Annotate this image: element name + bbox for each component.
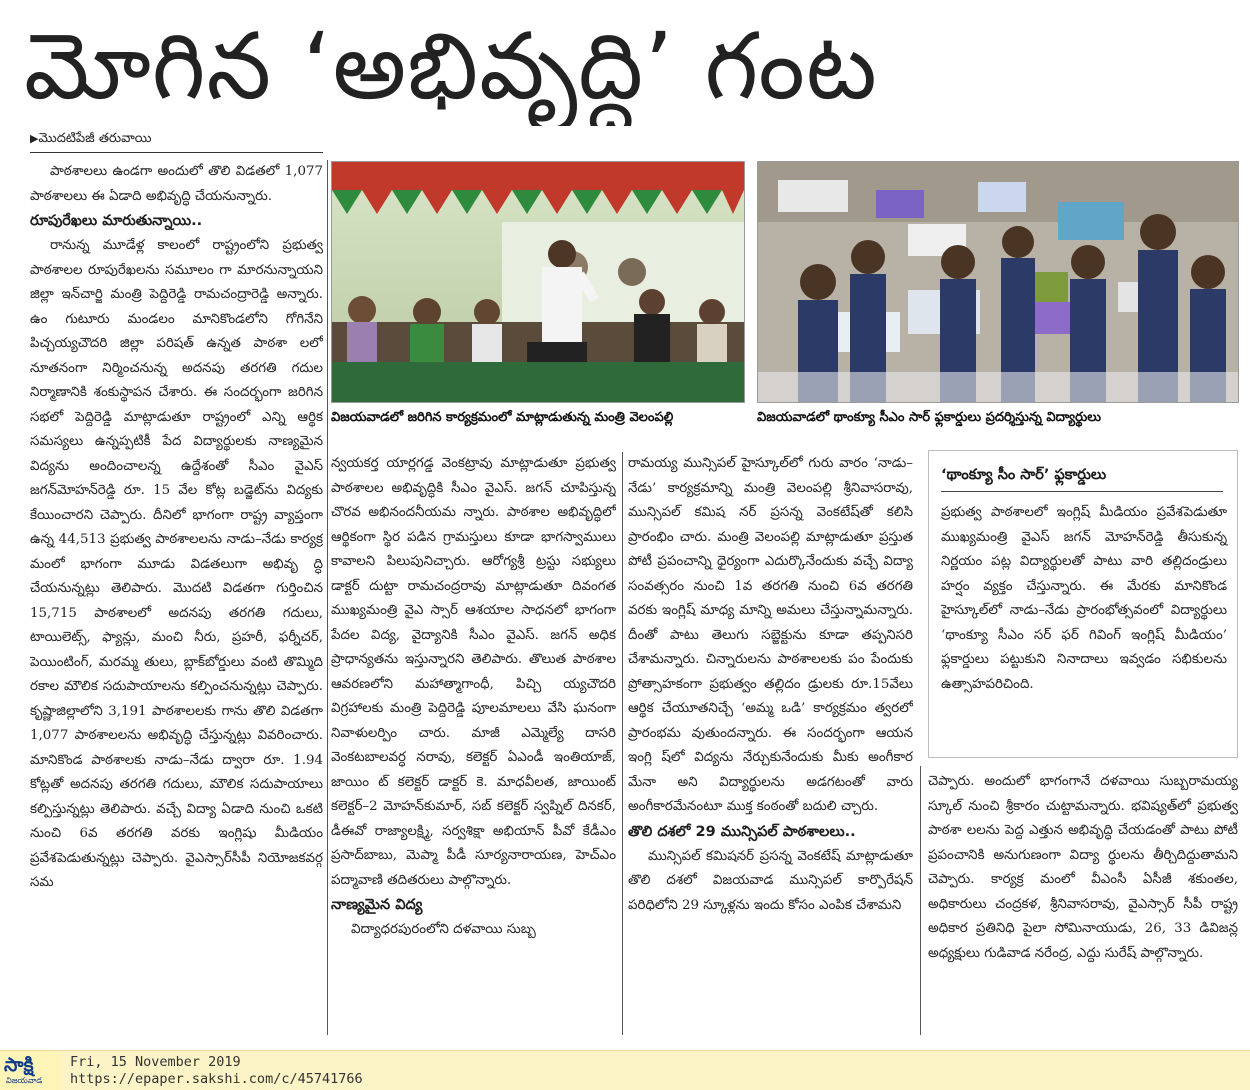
column-divider (920, 766, 921, 1035)
triangle-right-icon: ▶ (30, 132, 39, 145)
continued-label: మొదటిపేజీ తరువాయి (38, 131, 152, 146)
photo-illustration (758, 162, 1238, 402)
divider (30, 152, 323, 153)
subheading: నాణ్యమైన విద్య (331, 897, 423, 913)
continued-from-front-page (30, 131, 151, 149)
paragraph: న్వయకర్త యార్లగడ్డ వెంకట్రావు మాట్లాడుతూ ప్రభుత్వ పాఠశాలల అభివృద్ధికి సీఎం వైఎస్. జగన్ చూపిస్తున్న చొరవ అభినందనీయమ న్నారు. పాఠశాల అభివృద్ధిలో ఆర్థికంగా స్థిర పడిన గ్రామస్తులు కూడా భాగస్వాములు కావాలని పిలుపునిచ్చారు. ఆరోగ్యశ్రీ ట్రస్టు సభ్యులు డాక్టర్ దుట్టా రామచంద్రరావు మాట్లాడుతూ దివంగత ముఖ్యమంత్రి వైఎ స్సార్ ఆశయాల సాధనలో భాగంగా పేదల విద్య, వైద్యానికి సీఎం వైఎస్. జగన్ అధిక ప్రాధాన్యతను ఇస్తున్నారని తెలిపారు. తొలుత పాఠశాల ఆవరణలోని మహాత్మాగాంధీ, పిచ్చి య్యచౌదరి విగ్రహాలకు మంత్రి పెద్దిరెడ్డి పూలమాలలు వేసి ఘనంగా నివాళులర్పిం చారు. మాజీ ఎమ్మెల్యే దాసరి వెంకటబాలవర్ధ నరావు, కలెక్టర్ ఏఎండీ ఇంతియాజ్, జాయిం ట్ కలెక్టర్ డాక్టర్ కె. మాధవీలత, జాయింట్ కలెక్టర్–2 మోహన్‌కుమార్, సబ్ కలెక్టర్ స్వప్నిల్ దినకర్, డీఈవో రాజ్యాలక్ష్మి, సర్వశిక్షా అభియాన్ పీవో కేడీఎం ప్రసాద్‌బాబు, మెప్మా పీడీ సూర్యనారాయణ, హెచ్‌ఎం పద్మావాణి తదితరులు పాల్గొన్నారు. (331, 456, 616, 888)
paragraph: విద్యాధరపురంలోని దళవాయి సుబ్బ (351, 922, 536, 937)
paragraph: రానున్న మూడేళ్ల కాలంలో రాష్ట్రంలోని ప్రభుత్వ పాఠశాలల రూపురేఖలను సమూలం గా మారనున్నాయని జిల్లా ఇన్‌చార్జి మంత్రి పెద్దిరెడ్డి రామచంద్రారెడ్డి అన్నారు. ఉం గుటూరు మండలం మానికొండలోని గోగినేని పిచ్చయ్యచౌదరి జిల్లా పరిషత్ ఉన్నత పాఠశా లలో నూతనంగా నిర్మించనున్న అదనపు తరగతి గదుల నిర్మాణానికి శంకుస్థాపన చేశారు. ఈ సందర్భంగా జరిగిన సభలో పెద్దిరెడ్డి మాట్లాడుతూ రాష్ట్రంలో ఎన్ని ఆర్థిక సమస్యలు ఉన్నప్పటికీ పేద విద్యార్థులకు నాణ్యమైన విద్యను అందించాలన్న ఉద్దేశంతో సీఎం వైఎస్ జగన్‌మోహన్‌రెడ్డి రూ. 15 వేల కోట్ల బడ్జెట్‌ను విద్యకు కేయించారని చెప్పారు. దీనిలో భాగంగా రాష్ట్ర వ్యాప్తంగా ఉన్న 44,513 ప్రభుత్వ పాఠశాలలను నాడు–నేడు కార్యక్ర మంలో భాగంగా మూడు విడతలుగా అభివృ ద్ధి చేయనున్నట్లు తెలిపారు. మొదటి విడతగా గుర్తించిన 15,715 పాఠశాలలో అదనపు తరగతి గదులు, టాయిలెట్స్, ఫ్యాన్లు, మంచి నీరు, ప్రహరీ, ఫర్నీచర్, పెయింటింగ్, మరమ్మ తులు, బ్లాక్‌బోర్డులు వంటి తొమ్మిది రకాల మౌలిక సదుపాయాలను కల్పించనున్నట్లు చెప్పారు. కృష్ణాజిల్లాలోని 3,191 పాఠశాలలకు గాను తొలి విడతగా 1,077 పాఠశాలలను అభివృద్ధి చేస్తున్నట్లు వివరించారు. మానికొండ పాఠశాలకు నాడు–నేడు ద్వారా రూ. 1.94 కోట్లతో అదనపు తరగతి గదులు, మౌలిక సదుపాయాలు కల్పిస్తున్నట్లు తెలిపారు. వచ్చే విద్యా ఏడాది నుంచి ఒకటి నుంచి 6వ తరగతి వరకు ఇంగ్లిషు మీడియం ప్రవేశపెడుతున్నట్లు చెప్పారు. వైఎస్సార్‌సీపీ నియోజకవర్గ సమ (30, 238, 323, 890)
sidebar-box-thank-you-cm (928, 450, 1238, 758)
article-column-4 (928, 770, 1238, 1032)
paragraph: మున్సిపల్ కమిషనర్ ప్రసన్న వెంకటేష్ మాట్లాడుతూ తొలి దశలో విజయవాడ మున్సిపల్ కార్పొరేషన్ పరిధిలోని 29 స్కూళ్లను ఇందు కోసం ఎంపిక చేశామని (628, 848, 913, 913)
sakshi-logo[interactable] (0, 1051, 62, 1090)
subheading: రూపురేఖలు మారుతున్నాయి.. (30, 213, 203, 229)
paragraph: చెప్పారు. అందులో భాగంగానే దళవాయి సుబ్బరామయ్య స్కూల్ నుంచి శ్రీకారం చుట్టామన్నారు. భవిష్యత్‌లో ప్రభుత్వ పాఠశా లలను పెద్ద ఎత్తున అభివృద్ధి చేయడంతో పాటు పోటీ ప్రపంచానికి అనుగుణంగా విద్యా ర్థులను తీర్చిదిద్దుతామని చెప్పారు. కార్యక్ర మంలో వీఎంసీ ఏసీజీ శకుంతల, అధికారులు చంద్రకళ, శ్రీనివాసరావు, వైఎస్సార్ సీపీ రాష్ట్ర అధికార ప్రతినిధి పైలా సోమినాయుడు, 26, 33 డివిజన్ల అధ్యక్షులు గుడివాడ నరేంద్ర, ఎద్దు సురేష్ పాల్గొన్నారు. (928, 774, 1238, 961)
column-divider (327, 160, 328, 1035)
box-body: ప్రభుత్వ పాఠశాలలో ఇంగ్లిష్ మీడియం ప్రవేశపెడుతూ ముఖ్యమంత్రి వైఎస్ జగన్ మోహన్‌రెడ్డి తీసుకున్న నిర్ణయం పట్ల విద్యార్థులతో పాటు వారి తల్లిదండ్రులు హర్షం వ్యక్తం చేస్తున్నారు. ఈ మేరకు మానికొండ హైస్కూల్‌లో నాడు–నేడు ప్రారంభోత్సవంలో విద్యార్థులు ‘థాంక్యూ సీఎం సర్ ఫర్ గివింగ్ ఇంగ్లిష్ మీడియం’ ఫ్లకార్డులు పట్టుకుని నినాదాలు ఇవ్వడం సభికులను ఉత్సాహపరిచింది. (941, 505, 1227, 692)
article-column-3 (628, 452, 913, 1032)
column-divider (622, 452, 623, 1035)
epaper-link[interactable]: https://epaper.sakshi.com/c/45741766 (70, 1071, 363, 1087)
subheading: తొలి దశలో 29 మున్సిపల్ పాఠశాలలు.. (628, 823, 856, 840)
article-column-1 (30, 160, 323, 1032)
article-column-2 (331, 452, 616, 1032)
logo-text: సాక్షి (4, 1054, 34, 1076)
edition-date: Fri, 15 November 2019 (70, 1054, 241, 1070)
box-title: ‘థాంక్యూ సీం సార్’ ఫ్లకార్డులు (941, 463, 1223, 492)
headline: మోగిన ‘అభివృద్ధి’ గంట (24, 13, 878, 120)
photo-students-placards (757, 161, 1239, 403)
epaper-footer (0, 1050, 1250, 1090)
paragraph: పాఠశాలలు ఉండగా అందులో తొలి విడతలో 1,077 పాఠశాలలు ఈ ఏడాది అభివృద్ధి చేయనున్నారు. (30, 164, 323, 204)
logo-edition: విజయవాడ (6, 1076, 43, 1085)
photo-illustration (332, 162, 744, 402)
paragraph: రామయ్య మున్సిపల్ హైస్కూల్‌లో గురు వారం ‘నాడు–నేడు’ కార్యక్రమాన్ని మంత్రి వెలంపల్లి శ్రీనివాసరావు, మున్సిపల్ కమిష నర్ ప్రసన్న వెంకటేష్‌తో కలిసి ప్రారంభిం చారు. మంత్రి వెలంపల్లి మాట్లాడుతూ ప్రస్తుత పోటీ ప్రపంచాన్ని ధైర్యంగా ఎదుర్కొనేందుకు వచ్చే విద్యా సంవత్సరం నుంచి 1వ తరగతి నుంచి 6వ తరగతి వరకు ఇంగ్లిష్ మాధ్య మాన్ని అమలు చేస్తున్నామన్నారు. దీంతో పాటు తెలుగు సబ్జెక్టును కూడా తప్పనిసరి చేశామన్నారు. చిన్నారులను పాఠశాలలకు పం పేందుకు ప్రోత్సాహకంగా ప్రభుత్వం తల్లిదం డ్రులకు రూ.15వేలు ఆర్థిక చేయూతనిచ్చే ‘అమ్మ ఒడి’ కార్యక్రమం త్వరలో ప్రారంభమ వుతుందన్నారు. ఈ సందర్భంగా ఆయన ఇంగ్లి ష్‌లో విద్యను నేర్చుకునేందుకు మీకు అంగీకార మేనా అని విద్యార్థులను అడగటంతో వారు అంగీకారమేనంటూ ముక్త కంఠంతో బదులి చ్చారు. (628, 456, 913, 814)
photo-caption-right: విజయవాడలో థాంక్యూ సీఎం సార్ ఫ్లకార్డులు ప్రదర్శిస్తున్న విద్యార్థులు (757, 410, 1101, 425)
photo-minister-speaking (331, 161, 745, 403)
photo-caption-left: విజయవాడలో జరిగిన కార్యక్రమంలో మాట్లాడుతున్న మంత్రి వెలంపల్లి (331, 410, 674, 425)
